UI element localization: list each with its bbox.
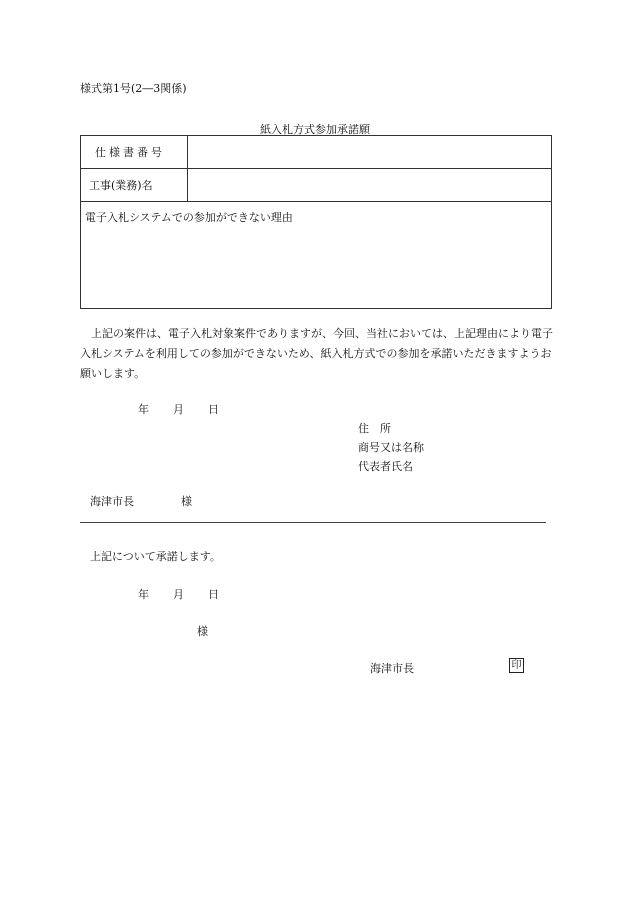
section-divider: [80, 522, 546, 523]
addressee-honorific: 様: [181, 495, 192, 508]
spec-number-label: 仕様書番号: [81, 136, 188, 169]
addressee-mayor: 海津市長: [90, 495, 134, 508]
representative-label: 代表者氏名: [358, 460, 413, 473]
application-date: [138, 401, 219, 417]
form-number: 様式第1号(2―3関係): [80, 82, 187, 95]
spec-number-field[interactable]: [188, 136, 552, 169]
approval-text: 上記について承諾します。: [90, 550, 221, 563]
work-name-field[interactable]: [188, 169, 552, 202]
approval-honorific: 様: [197, 625, 208, 638]
approval-mayor: 海津市長: [370, 662, 414, 675]
reason-row: [81, 202, 552, 309]
approval-date: [138, 586, 219, 602]
addressee-line: [90, 493, 192, 509]
application-table: [80, 135, 552, 309]
reason-label: 電子入札システムでの参加ができない理由: [85, 211, 293, 224]
work-name-row: [81, 169, 552, 202]
work-name-label: 工事(業務)名: [81, 169, 188, 202]
approval-date-month: 月: [173, 588, 184, 601]
approval-date-year: 年: [138, 588, 149, 601]
date-day: 日: [208, 403, 219, 416]
reason-field[interactable]: [81, 202, 552, 309]
date-year: 年: [138, 403, 149, 416]
document-title: 紙入札方式参加承諾願: [260, 123, 370, 136]
company-label: 商号又は名称: [358, 441, 424, 454]
request-paragraph: 上記の案件は、電子入札対象案件でありますが、今回、当社においては、上記理由により電子入札システムを利用しての参加ができないため、紙入札方式での参加を承諾いただきますようお願いします。: [80, 327, 553, 380]
date-month: 月: [173, 403, 184, 416]
seal-mark: 印: [509, 658, 524, 673]
address-label: 住所: [358, 422, 402, 435]
applicant-block: [358, 419, 424, 476]
spec-number-row: [81, 136, 552, 169]
approval-date-day: 日: [208, 588, 219, 601]
